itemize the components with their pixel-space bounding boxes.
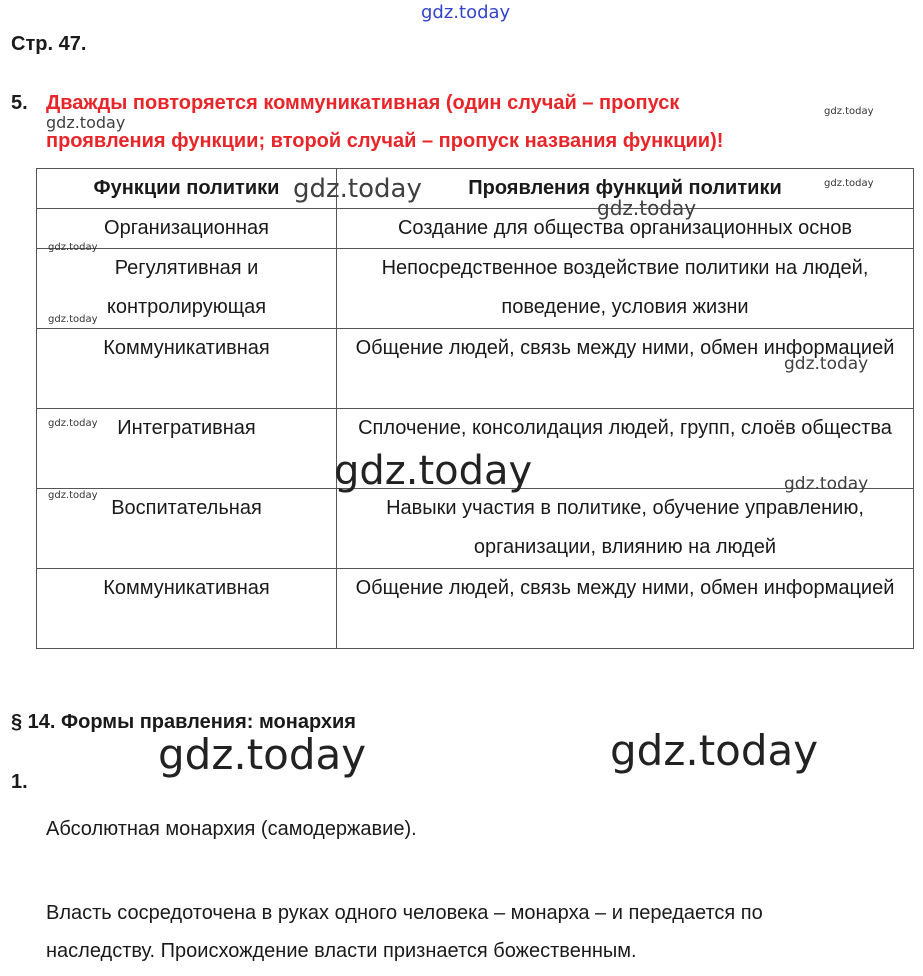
table-header-row (37, 169, 914, 209)
task5-number: 5. (11, 92, 28, 114)
manifestation-cell: Непосредственное воздействие политики на людей, поведение, условия жизни (337, 249, 914, 329)
watermark: gdz.today (784, 474, 869, 494)
watermark: gdz.today (597, 196, 697, 220)
table-row (37, 489, 914, 569)
header-functions: Функции политики (37, 169, 337, 209)
watermark: gdz.today (334, 448, 533, 494)
watermark: gdz.today (48, 418, 98, 429)
function-cell: Коммуникативная (37, 569, 337, 649)
manifestation-cell: Навыки участия в политике, обучение управлению, организации, влиянию на людей (337, 489, 914, 569)
table-row (37, 249, 914, 329)
watermark: gdz.today (48, 314, 98, 325)
task1-number: 1. (11, 771, 28, 793)
watermark: gdz.today (48, 242, 98, 253)
function-cell: Интегративная (37, 409, 337, 489)
section-title: § 14. Формы правления: монархия (11, 711, 356, 733)
task5-line2: проявления функции; второй случай – пропуск названия функции)! (46, 130, 724, 152)
function-cell: Организационная (37, 209, 337, 249)
header-manifestations: Проявления функций политики (337, 169, 914, 209)
watermark: gdz.today (158, 730, 367, 779)
watermark: gdz.today (610, 726, 819, 775)
watermark: gdz.today (46, 113, 126, 132)
manifestation-cell: Создание для общества организационных основ (337, 209, 914, 249)
manifestation-cell: Сплочение, консолидация людей, групп, слоёв общества (337, 409, 914, 489)
watermark: gdz.today (824, 178, 874, 189)
watermark: gdz.today (824, 106, 874, 117)
answer1-text: Абсолютная монархия (самодержавие). (46, 818, 417, 840)
table-row (37, 569, 914, 649)
table-row (37, 329, 914, 409)
table-row (37, 209, 914, 249)
page-reference: Стр. 47. (11, 33, 87, 55)
manifestation-cell: Общение людей, связь между ними, обмен информацией (337, 329, 914, 409)
answer2-line2: наследству. Происхождение власти признается божественным. (46, 940, 637, 962)
function-cell: Регулятивная и контролирующая (37, 249, 337, 329)
manifestation-cell: Общение людей, связь между ними, обмен информацией (337, 569, 914, 649)
watermark: gdz.today (784, 354, 869, 374)
task5-line1: Дважды повторяется коммуникативная (один случай – пропуск (46, 92, 680, 114)
watermark: gdz.today (48, 490, 98, 501)
watermark-top: gdz.today (421, 2, 511, 23)
function-cell: Коммуникативная (37, 329, 337, 409)
function-cell: Воспитательная (37, 489, 337, 569)
answer2-line1: Власть сосредоточена в руках одного человека – монарха – и передается по (46, 902, 763, 924)
functions-table (36, 168, 914, 649)
watermark: gdz.today (293, 174, 422, 204)
